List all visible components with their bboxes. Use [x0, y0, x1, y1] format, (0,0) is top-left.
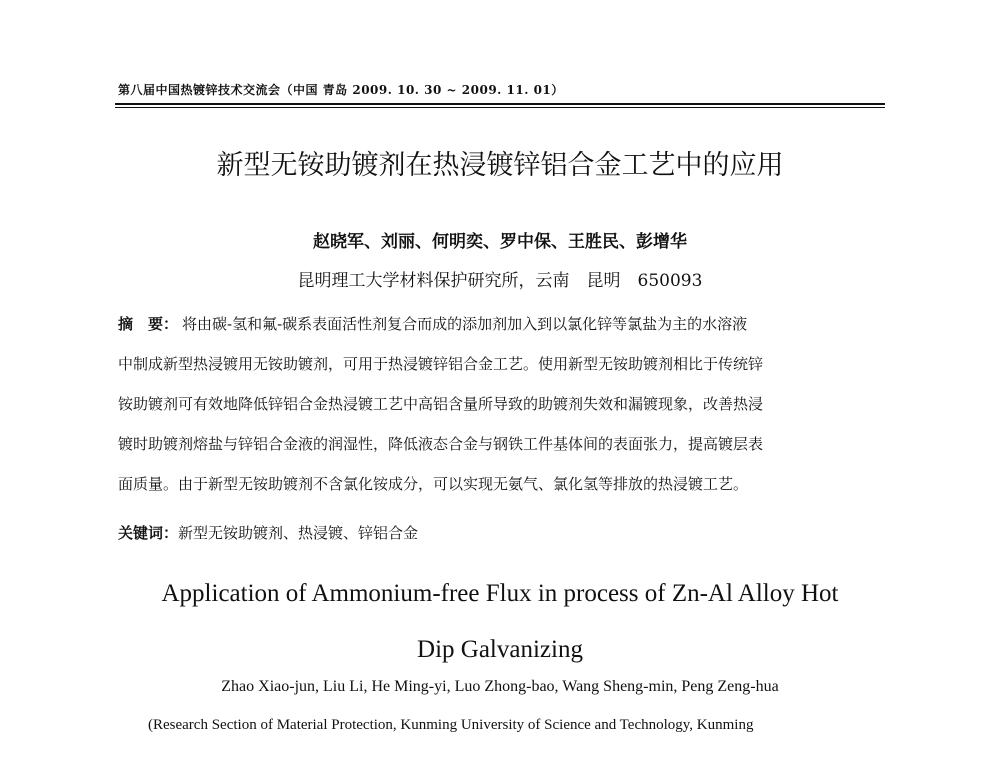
abstract-line: 铵助镀剂可有效地降低锌铝合金热浸镀工艺中高铝含量所导致的助镀剂失效和漏镀现象，改善热浸 [118, 395, 764, 413]
header-rule-thin [115, 107, 885, 108]
keywords-text: 新型无铵助镀剂、热浸镀、锌铝合金 [178, 524, 419, 542]
affiliation-en: (Research Section of Material Protection, Kunming University of Science and Technology, Kunming [148, 717, 754, 733]
keywords-label: 关键词： [118, 524, 179, 542]
authors-zh: 赵晓军、刘丽、何明奕、罗中保、王胜民、彭增华 [313, 232, 687, 252]
affiliation-zh: 昆明理工大学材料保护研究所，云南 昆明 650093 [297, 271, 703, 291]
abstract-text: 将由碳-氢和氟-碳系表面活性剂复合而成的添加剂加入到以氯化锌等氯盐为主的水溶液 [182, 315, 748, 333]
abstract-line [118, 313, 888, 353]
abstract-line: 面质量。由于新型无铵助镀剂不含氯化铵成分，可以实现无氨气、氯化氢等排放的热浸镀工艺。 [118, 475, 749, 493]
paper-title-en [0, 566, 1000, 678]
paper-title-zh: 新型无铵助镀剂在热浸镀锌铝合金工艺中的应用 [216, 150, 784, 181]
keywords-zh [118, 522, 888, 543]
abstract-zh [118, 313, 888, 513]
authors-en: Zhao Xiao-jun, Liu Li, He Ming-yi, Luo Zhong-bao, Wang Sheng-min, Peng Zeng-hua [221, 678, 779, 695]
title-en-line-2: Dip Galvanizing [417, 636, 583, 663]
abstract-label: 摘 要： [118, 315, 179, 333]
conference-header: 第八届中国热镀锌技术交流会（中国 青岛 2009. 10. 30 ~ 2009. 11. 01） [118, 83, 564, 97]
abstract-line: 中制成新型热浸镀用无铵助镀剂，可用于热浸镀锌铝合金工艺。使用新型无铵助镀剂相比于传统锌 [118, 355, 764, 373]
header-rule [115, 103, 885, 105]
title-en-line-1: Application of Ammonium-free Flux in process of Zn-Al Alloy Hot [161, 580, 839, 607]
abstract-line: 镀时助镀剂熔盐与锌铝合金液的润湿性，降低液态合金与钢铁工件基体间的表面张力，提高镀层表 [118, 435, 764, 453]
